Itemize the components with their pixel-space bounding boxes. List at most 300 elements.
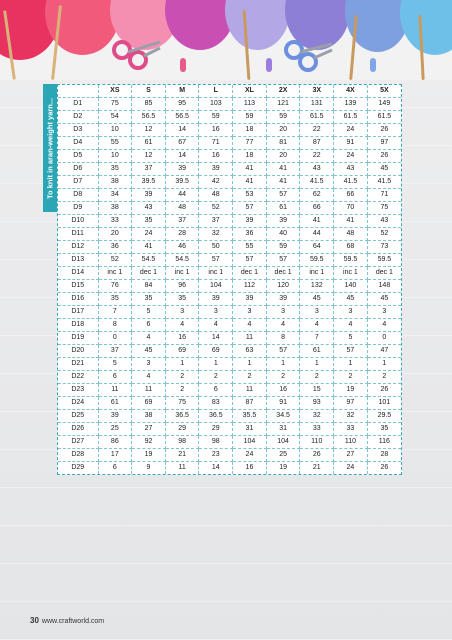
table-cell: 41 bbox=[132, 241, 166, 254]
table-cell: 31 bbox=[233, 423, 267, 436]
table-row bbox=[58, 358, 401, 371]
column-header: 5X bbox=[367, 85, 401, 98]
table-cell: 3 bbox=[367, 306, 401, 319]
row-label: D15 bbox=[58, 280, 98, 293]
row-label: D6 bbox=[58, 163, 98, 176]
table-cell: 87 bbox=[300, 137, 334, 150]
table-row bbox=[58, 98, 401, 111]
table-cell: 120 bbox=[266, 280, 300, 293]
table-row bbox=[58, 345, 401, 358]
table-row bbox=[58, 371, 401, 384]
table-cell: 2 bbox=[165, 371, 199, 384]
row-label: D27 bbox=[58, 436, 98, 449]
table-cell: 10 bbox=[98, 124, 132, 137]
row-label: D11 bbox=[58, 228, 98, 241]
table-cell: 0 bbox=[367, 332, 401, 345]
table-row bbox=[58, 410, 401, 423]
row-label: D4 bbox=[58, 137, 98, 150]
table-row bbox=[58, 137, 401, 150]
table-cell: 39 bbox=[233, 293, 267, 306]
scissors-icon bbox=[112, 38, 162, 70]
table-cell: 2 bbox=[199, 371, 233, 384]
table-cell: 20 bbox=[266, 124, 300, 137]
table-cell: 81 bbox=[266, 137, 300, 150]
table-cell: 24 bbox=[334, 150, 368, 163]
column-header: XL bbox=[233, 85, 267, 98]
table-cell: 12 bbox=[132, 124, 166, 137]
table-cell: 41 bbox=[233, 176, 267, 189]
table-cell: 48 bbox=[165, 202, 199, 215]
row-label: D5 bbox=[58, 150, 98, 163]
table-cell: 35 bbox=[98, 163, 132, 176]
table-cell: 19 bbox=[266, 462, 300, 475]
table-cell: 28 bbox=[367, 449, 401, 462]
table-cell: 21 bbox=[165, 449, 199, 462]
table-row bbox=[58, 228, 401, 241]
row-label: D13 bbox=[58, 254, 98, 267]
table-cell: 46 bbox=[165, 241, 199, 254]
table-cell: 35 bbox=[132, 215, 166, 228]
table-cell: 42 bbox=[199, 176, 233, 189]
table-row bbox=[58, 267, 401, 280]
table-cell: 57 bbox=[199, 254, 233, 267]
column-header bbox=[58, 85, 98, 98]
table-cell: 61 bbox=[300, 345, 334, 358]
row-label: D1 bbox=[58, 98, 98, 111]
table-cell: 33 bbox=[300, 423, 334, 436]
row-label: D9 bbox=[58, 202, 98, 215]
stitch-marker-icon bbox=[368, 58, 378, 78]
table-cell: 16 bbox=[165, 332, 199, 345]
table-cell: 56.5 bbox=[132, 111, 166, 124]
table-cell: 16 bbox=[266, 384, 300, 397]
table-cell: 20 bbox=[98, 228, 132, 241]
table-cell: 76 bbox=[98, 280, 132, 293]
table-cell: 11 bbox=[165, 462, 199, 475]
row-label: D25 bbox=[58, 410, 98, 423]
table-cell: 39 bbox=[165, 163, 199, 176]
table-cell: 28 bbox=[165, 228, 199, 241]
table-cell: 37 bbox=[98, 345, 132, 358]
table-cell: 4 bbox=[266, 319, 300, 332]
table-cell: 35 bbox=[165, 293, 199, 306]
table-cell: 57 bbox=[266, 254, 300, 267]
table-cell: 17 bbox=[98, 449, 132, 462]
column-header: S bbox=[132, 85, 166, 98]
table-cell: 59 bbox=[266, 241, 300, 254]
table-cell: 34 bbox=[98, 189, 132, 202]
table-cell: 32 bbox=[334, 410, 368, 423]
table-cell: 98 bbox=[199, 436, 233, 449]
row-label: D17 bbox=[58, 306, 98, 319]
table-header-row bbox=[58, 85, 401, 98]
table-cell: 5 bbox=[98, 358, 132, 371]
table-cell: 1 bbox=[165, 358, 199, 371]
table-cell: 14 bbox=[199, 332, 233, 345]
table-cell: 24 bbox=[334, 462, 368, 475]
table-cell: 16 bbox=[199, 124, 233, 137]
table-row bbox=[58, 306, 401, 319]
table-cell: 26 bbox=[300, 449, 334, 462]
table-cell: 36 bbox=[233, 228, 267, 241]
table-cell: 57 bbox=[266, 189, 300, 202]
yarn-banner-image bbox=[0, 0, 452, 80]
table-cell: inc 1 bbox=[98, 267, 132, 280]
row-label: D21 bbox=[58, 358, 98, 371]
table-cell: 36.5 bbox=[165, 410, 199, 423]
table-cell: 45 bbox=[300, 293, 334, 306]
table-cell: 38 bbox=[98, 202, 132, 215]
table-cell: 59 bbox=[199, 111, 233, 124]
row-label: D14 bbox=[58, 267, 98, 280]
table-cell: dec 1 bbox=[266, 267, 300, 280]
table-cell: 6 bbox=[98, 462, 132, 475]
table-cell: 69 bbox=[132, 397, 166, 410]
table-cell: 103 bbox=[199, 98, 233, 111]
table-cell: 85 bbox=[132, 98, 166, 111]
table-cell: 6 bbox=[199, 384, 233, 397]
table-cell: 39.5 bbox=[165, 176, 199, 189]
table-row bbox=[58, 202, 401, 215]
page-footer bbox=[30, 616, 104, 625]
table-cell: 48 bbox=[199, 189, 233, 202]
table-cell: 26 bbox=[367, 150, 401, 163]
table-row bbox=[58, 436, 401, 449]
table-cell: 35 bbox=[132, 293, 166, 306]
table-cell: 97 bbox=[367, 137, 401, 150]
table-cell: 4 bbox=[367, 319, 401, 332]
table-row bbox=[58, 332, 401, 345]
table-cell: 35.5 bbox=[233, 410, 267, 423]
table-cell: 20 bbox=[266, 150, 300, 163]
table-cell: 69 bbox=[199, 345, 233, 358]
table-cell: 59.5 bbox=[300, 254, 334, 267]
row-label: D10 bbox=[58, 215, 98, 228]
table-cell: 71 bbox=[199, 137, 233, 150]
column-header: L bbox=[199, 85, 233, 98]
column-header: 3X bbox=[300, 85, 334, 98]
table-cell: 61 bbox=[132, 137, 166, 150]
table-cell: 110 bbox=[334, 436, 368, 449]
row-label: D3 bbox=[58, 124, 98, 137]
sizing-table bbox=[57, 84, 402, 475]
table-cell: 2 bbox=[300, 371, 334, 384]
table-cell: 33 bbox=[98, 215, 132, 228]
table-cell: 54 bbox=[98, 111, 132, 124]
stitch-marker-icon bbox=[178, 58, 188, 78]
table-cell: 25 bbox=[266, 449, 300, 462]
table-cell: 59.5 bbox=[334, 254, 368, 267]
table-cell: 3 bbox=[300, 306, 334, 319]
table-row bbox=[58, 280, 401, 293]
table-cell: 16 bbox=[233, 462, 267, 475]
table-cell: 61.5 bbox=[334, 111, 368, 124]
table-cell: 63 bbox=[233, 345, 267, 358]
table-cell: 41 bbox=[334, 215, 368, 228]
table-cell: 57 bbox=[233, 202, 267, 215]
table-cell: 2 bbox=[233, 371, 267, 384]
table-cell: 14 bbox=[199, 462, 233, 475]
row-label: D19 bbox=[58, 332, 98, 345]
scissors-icon bbox=[284, 40, 334, 72]
table-cell: 2 bbox=[367, 371, 401, 384]
table-cell: dec 1 bbox=[132, 267, 166, 280]
table-cell: 59 bbox=[233, 111, 267, 124]
table-cell: 61.5 bbox=[367, 111, 401, 124]
side-title: To knit in aran-weight yarn... bbox=[43, 84, 57, 212]
table-cell: 7 bbox=[98, 306, 132, 319]
table-cell: 43 bbox=[334, 163, 368, 176]
table-row bbox=[58, 423, 401, 436]
table-cell: 41 bbox=[300, 215, 334, 228]
table-cell: 35 bbox=[98, 293, 132, 306]
page-number: 30 bbox=[30, 616, 39, 625]
column-header: 2X bbox=[266, 85, 300, 98]
table-cell: 104 bbox=[266, 436, 300, 449]
table-cell: 44 bbox=[300, 228, 334, 241]
table-cell: inc 1 bbox=[334, 267, 368, 280]
table-row bbox=[58, 293, 401, 306]
table-cell: 26 bbox=[367, 124, 401, 137]
table-cell: 86 bbox=[98, 436, 132, 449]
table-cell: 77 bbox=[233, 137, 267, 150]
table-cell: 4 bbox=[199, 319, 233, 332]
table-row bbox=[58, 241, 401, 254]
table-cell: 39 bbox=[266, 293, 300, 306]
table-cell: 59.5 bbox=[367, 254, 401, 267]
table-cell: 110 bbox=[300, 436, 334, 449]
table-cell: 39 bbox=[132, 189, 166, 202]
table-cell: 75 bbox=[165, 397, 199, 410]
table-cell: 1 bbox=[300, 358, 334, 371]
table-cell: 66 bbox=[300, 202, 334, 215]
table-cell: 18 bbox=[233, 124, 267, 137]
table-cell: 101 bbox=[367, 397, 401, 410]
table-cell: 55 bbox=[233, 241, 267, 254]
table-cell: 3 bbox=[132, 358, 166, 371]
table-cell: 5 bbox=[132, 306, 166, 319]
table-cell: 69 bbox=[165, 345, 199, 358]
table-cell: 48 bbox=[334, 228, 368, 241]
table-cell: 6 bbox=[132, 319, 166, 332]
table-row bbox=[58, 254, 401, 267]
table-cell: 140 bbox=[334, 280, 368, 293]
table-cell: 104 bbox=[199, 280, 233, 293]
table-cell: 36 bbox=[98, 241, 132, 254]
table-cell: 39 bbox=[199, 293, 233, 306]
table-row bbox=[58, 462, 401, 475]
table-cell: inc 1 bbox=[300, 267, 334, 280]
table-cell: 11 bbox=[233, 332, 267, 345]
table-cell: 4 bbox=[165, 319, 199, 332]
table-cell: 41 bbox=[266, 176, 300, 189]
table-cell: 5 bbox=[334, 332, 368, 345]
table-cell: 39 bbox=[233, 215, 267, 228]
row-label: D28 bbox=[58, 449, 98, 462]
table-cell: 34.5 bbox=[266, 410, 300, 423]
row-label: D29 bbox=[58, 462, 98, 475]
table-cell: 54.5 bbox=[165, 254, 199, 267]
table-cell: 57 bbox=[266, 345, 300, 358]
table-cell: 2 bbox=[334, 371, 368, 384]
table-cell: 23 bbox=[199, 449, 233, 462]
table-row bbox=[58, 384, 401, 397]
table-cell: 27 bbox=[334, 449, 368, 462]
table-cell: 2 bbox=[165, 384, 199, 397]
table-cell: 43 bbox=[132, 202, 166, 215]
table-cell: 116 bbox=[367, 436, 401, 449]
table-cell: 39 bbox=[266, 215, 300, 228]
table-cell: 40 bbox=[266, 228, 300, 241]
table-cell: 21 bbox=[300, 462, 334, 475]
table-cell: 139 bbox=[334, 98, 368, 111]
table-cell: 9 bbox=[132, 462, 166, 475]
table-row bbox=[58, 150, 401, 163]
table-cell: 14 bbox=[165, 150, 199, 163]
table-cell: 52 bbox=[199, 202, 233, 215]
table-cell: 70 bbox=[334, 202, 368, 215]
table-cell: 87 bbox=[233, 397, 267, 410]
table-row bbox=[58, 124, 401, 137]
table-cell: 47 bbox=[367, 345, 401, 358]
table-cell: 26 bbox=[380, 464, 389, 471]
table-cell: 64 bbox=[300, 241, 334, 254]
table-cell: 4 bbox=[132, 371, 166, 384]
table-cell: dec 1 bbox=[233, 267, 267, 280]
table-cell: 1 bbox=[367, 358, 401, 371]
table-cell: 93 bbox=[300, 397, 334, 410]
row-label: D22 bbox=[58, 371, 98, 384]
table-row bbox=[58, 189, 401, 202]
table-cell: 43 bbox=[300, 163, 334, 176]
table-cell: 4 bbox=[334, 319, 368, 332]
table-cell: 11 bbox=[233, 384, 267, 397]
table-cell: 112 bbox=[233, 280, 267, 293]
row-label: D20 bbox=[58, 345, 98, 358]
table-cell: 31 bbox=[266, 423, 300, 436]
table-row bbox=[58, 397, 401, 410]
table-cell: 148 bbox=[367, 280, 401, 293]
table-cell: 56.5 bbox=[165, 111, 199, 124]
table-cell: 41.5 bbox=[367, 176, 401, 189]
table-cell: 37 bbox=[132, 163, 166, 176]
table-cell: 45 bbox=[367, 293, 401, 306]
table-cell: 39 bbox=[98, 410, 132, 423]
table-cell: 41.5 bbox=[300, 176, 334, 189]
row-label: D26 bbox=[58, 423, 98, 436]
table-cell: 37 bbox=[165, 215, 199, 228]
footer-site: www.craftworld.com bbox=[41, 618, 105, 625]
table-cell: 96 bbox=[165, 280, 199, 293]
table-cell: 11 bbox=[98, 384, 132, 397]
table-cell: 41.5 bbox=[334, 176, 368, 189]
table-row bbox=[58, 449, 401, 462]
table-cell: 10 bbox=[98, 150, 132, 163]
table-cell: 3 bbox=[334, 306, 368, 319]
table-cell: 29 bbox=[199, 423, 233, 436]
table-cell: 24 bbox=[334, 124, 368, 137]
table-cell: 97 bbox=[334, 397, 368, 410]
table-cell: 11 bbox=[132, 384, 166, 397]
table-cell: 67 bbox=[165, 137, 199, 150]
table-cell: 33 bbox=[334, 423, 368, 436]
table-cell: 45 bbox=[132, 345, 166, 358]
table-cell: 57 bbox=[233, 254, 267, 267]
table-cell: 121 bbox=[266, 98, 300, 111]
table-cell: 35 bbox=[367, 423, 401, 436]
table-cell: inc 1 bbox=[165, 267, 199, 280]
column-header: XS bbox=[98, 85, 132, 98]
table-cell: 4 bbox=[233, 319, 267, 332]
table-cell: 45 bbox=[367, 163, 401, 176]
row-label: D16 bbox=[58, 293, 98, 306]
table-cell: 57 bbox=[334, 345, 368, 358]
table-cell: 39 bbox=[199, 163, 233, 176]
column-header: 4X bbox=[334, 85, 368, 98]
row-label: D18 bbox=[58, 319, 98, 332]
table-cell: 16 bbox=[199, 150, 233, 163]
table-cell: 3 bbox=[266, 306, 300, 319]
table-cell: 7 bbox=[300, 332, 334, 345]
table-cell: 27 bbox=[132, 423, 166, 436]
table-row bbox=[58, 319, 401, 332]
table-cell: 25 bbox=[98, 423, 132, 436]
table-cell: 24 bbox=[233, 449, 267, 462]
table-cell: 45 bbox=[334, 293, 368, 306]
table-row bbox=[58, 111, 401, 124]
column-header: M bbox=[165, 85, 199, 98]
table-cell: 50 bbox=[199, 241, 233, 254]
table-cell: 32 bbox=[199, 228, 233, 241]
table-cell: 92 bbox=[132, 436, 166, 449]
table-cell: 84 bbox=[132, 280, 166, 293]
table-cell: 26 bbox=[367, 384, 401, 397]
table-cell: 1 bbox=[233, 358, 267, 371]
table-cell: 113 bbox=[233, 98, 267, 111]
table-cell: 37 bbox=[199, 215, 233, 228]
table-cell: 8 bbox=[98, 319, 132, 332]
table-cell: inc 1 bbox=[199, 267, 233, 280]
table-cell: 41 bbox=[266, 163, 300, 176]
table-cell: 2 bbox=[266, 371, 300, 384]
table-cell: 61.5 bbox=[300, 111, 334, 124]
table-cell: 4 bbox=[132, 332, 166, 345]
table-cell: 1 bbox=[334, 358, 368, 371]
table-cell: 52 bbox=[367, 228, 401, 241]
table-cell: 32 bbox=[300, 410, 334, 423]
table-cell: 24 bbox=[132, 228, 166, 241]
table-cell: 22 bbox=[300, 150, 334, 163]
table-cell: 55 bbox=[98, 137, 132, 150]
table-cell: 131 bbox=[300, 98, 334, 111]
row-label: D24 bbox=[58, 397, 98, 410]
row-label: D12 bbox=[58, 241, 98, 254]
table-cell: 132 bbox=[300, 280, 334, 293]
table-cell: dec 1 bbox=[367, 267, 401, 280]
table-cell: 44 bbox=[165, 189, 199, 202]
table-cell: 22 bbox=[300, 124, 334, 137]
table-cell: 75 bbox=[367, 202, 401, 215]
table-cell: 3 bbox=[233, 306, 267, 319]
table-cell: 12 bbox=[132, 150, 166, 163]
row-label: D23 bbox=[58, 384, 98, 397]
table-cell: 41 bbox=[233, 163, 267, 176]
table-cell: 19 bbox=[132, 449, 166, 462]
table-cell: 15 bbox=[300, 384, 334, 397]
row-label: D2 bbox=[58, 111, 98, 124]
table-cell: 62 bbox=[300, 189, 334, 202]
table-cell: 3 bbox=[199, 306, 233, 319]
